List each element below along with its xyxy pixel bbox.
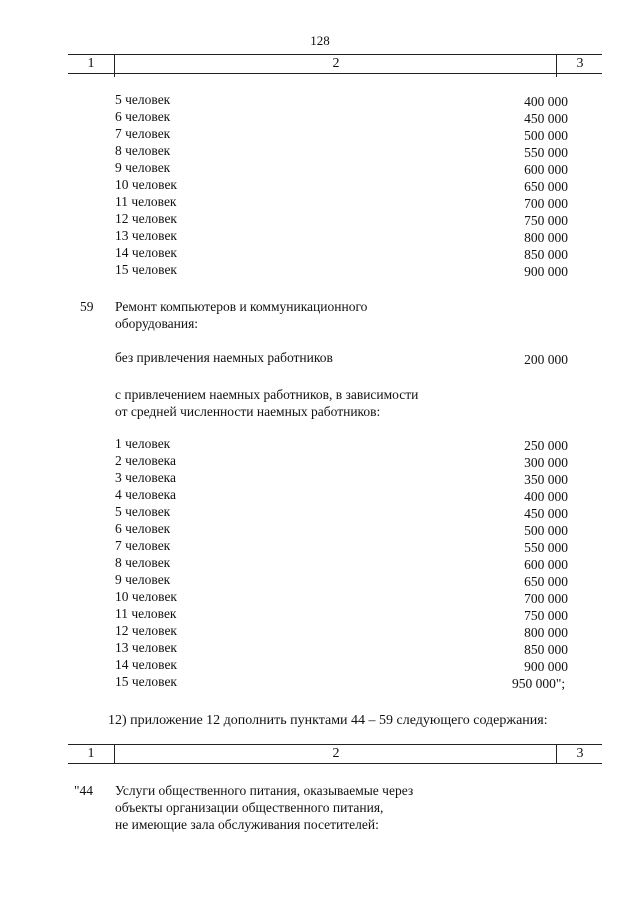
list-item-label: 13 человек [115, 228, 177, 243]
item-text-line: объекты организации общественного питания, [115, 800, 384, 815]
list-item-value: 250 000 [524, 438, 568, 453]
list-item-label: 6 человек [115, 521, 171, 536]
list-item-value: 400 000 [524, 489, 568, 504]
list-item-value: 850 000 [524, 247, 568, 262]
list-item-label: 4 человека [115, 487, 177, 502]
amendment-paragraph: 12) приложение 12 дополнить пунктами 44 – 59 следующего содержания: [108, 713, 548, 728]
list-item-label: 11 человек [115, 606, 177, 621]
list-item-value: 700 000 [524, 196, 568, 211]
list-item-label: 14 человек [115, 657, 177, 672]
list-item-value: 350 000 [524, 472, 568, 487]
list-item-label: 8 человек [115, 143, 171, 158]
list-item-value: 550 000 [524, 540, 568, 555]
column-header-2: 2 [114, 745, 557, 763]
list-item-label: 1 человек [115, 436, 171, 451]
list-item-label: 10 человек [115, 177, 177, 192]
list-item-label: 2 человека [115, 453, 177, 468]
item-number: "44 [74, 783, 94, 798]
list-item-value: 800 000 [524, 625, 568, 640]
list-item-label: 8 человек [115, 555, 171, 570]
list-item-label: 10 человек [115, 589, 177, 604]
list-item-label: 5 человек [115, 504, 171, 519]
no-employees-value: 200 000 [524, 352, 568, 367]
list-item-label: 5 человек [115, 92, 171, 107]
with-employees-line: с привлечением наемных работников, в зависимости [115, 387, 419, 402]
list-item-label: 6 человек [115, 109, 171, 124]
no-employees-label: без привлечения наемных работников [115, 350, 333, 365]
list-item-label: 12 человек [115, 211, 177, 226]
with-employees-line: от средней численности наемных работников: [115, 404, 381, 419]
list-item-label: 12 человек [115, 623, 177, 638]
column-header-2: 2 [114, 55, 557, 73]
list-item-label: 9 человек [115, 160, 171, 175]
list-item-value: 450 000 [524, 506, 568, 521]
list-item-label: 9 человек [115, 572, 171, 587]
list-item-label: 13 человек [115, 640, 177, 655]
column-header-1: 1 [87, 56, 95, 71]
list-item-label: 7 человек [115, 126, 171, 141]
list-item-label: 3 человека [115, 470, 177, 485]
list-item-value: 300 000 [524, 455, 568, 470]
page-number: 128 [310, 33, 330, 48]
list-item-value: 900 000 [524, 659, 568, 674]
table-header [68, 54, 602, 74]
list-item-value: 400 000 [524, 94, 568, 109]
list-item-value: 650 000 [524, 574, 568, 589]
column-header-3: 3 [556, 745, 603, 763]
item-title-line: Ремонт компьютеров и коммуникационного [115, 299, 368, 314]
column-divider [556, 73, 557, 77]
list-item-value: 700 000 [524, 591, 568, 606]
item-text-line: Услуги общественного питания, оказываемые через [115, 783, 414, 798]
list-item-value: 550 000 [524, 145, 568, 160]
list-item-value: 600 000 [524, 557, 568, 572]
list-item-label: 15 человек [115, 674, 177, 689]
list-item-value: 750 000 [524, 213, 568, 228]
column-header-3: 3 [556, 55, 603, 73]
list-item-value: 650 000 [524, 179, 568, 194]
list-item-value: 950 000"; [512, 676, 566, 691]
list-item-value: 450 000 [524, 111, 568, 126]
list-item-value: 900 000 [524, 264, 568, 279]
list-item-label: 15 человек [115, 262, 177, 277]
column-divider [114, 73, 115, 77]
list-item-value: 750 000 [524, 608, 568, 623]
list-item-label: 11 человек [115, 194, 177, 209]
list-item-label: 14 человек [115, 245, 177, 260]
table-header [68, 744, 602, 764]
list-item-value: 850 000 [524, 642, 568, 657]
list-item-value: 800 000 [524, 230, 568, 245]
list-item-value: 600 000 [524, 162, 568, 177]
list-item-label: 7 человек [115, 538, 171, 553]
list-item-value: 500 000 [524, 128, 568, 143]
item-text-line: не имеющие зала обслуживания посетителей: [115, 817, 379, 832]
item-title-line: оборудования: [115, 316, 199, 331]
column-header-1: 1 [87, 746, 95, 761]
item-number: 59 [80, 299, 94, 314]
list-item-value: 500 000 [524, 523, 568, 538]
